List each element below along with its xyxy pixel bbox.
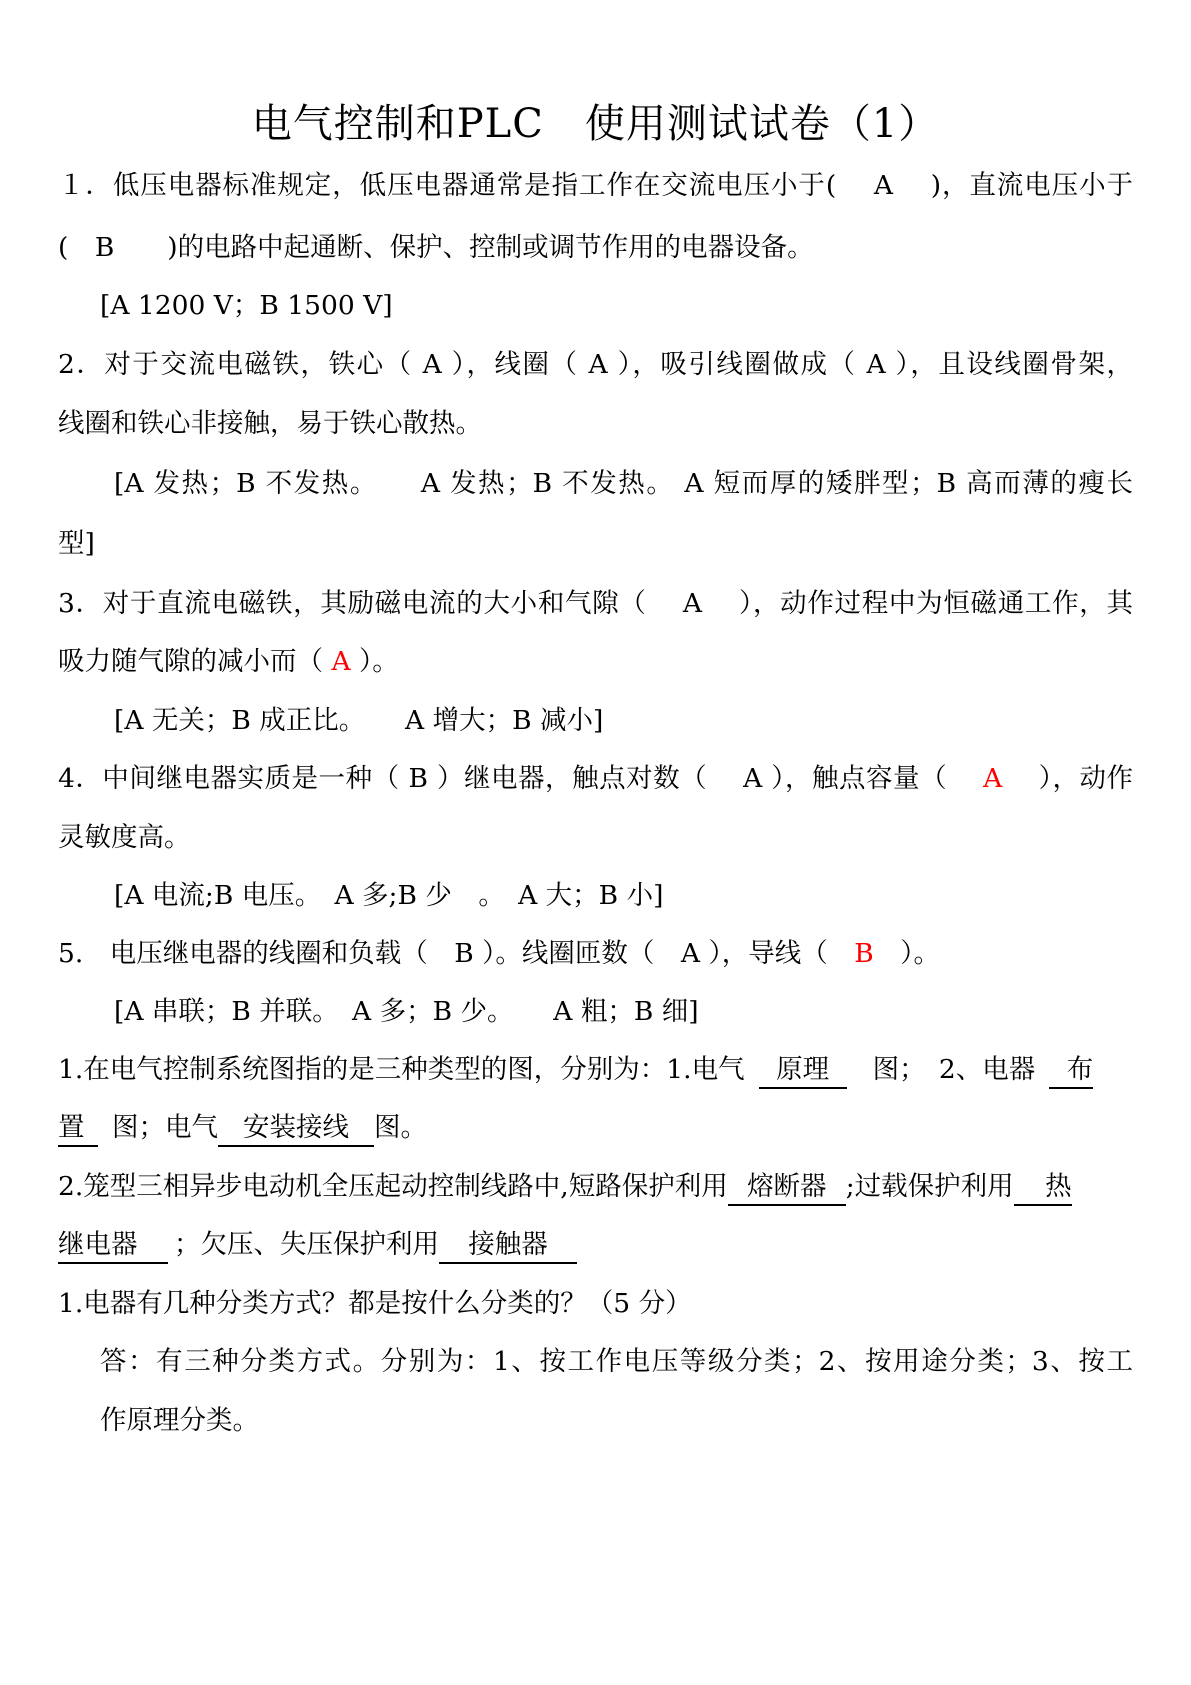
fill1-text-mid: 图； 2、电器: [872, 1054, 1036, 1085]
fill1-line1: [58, 1050, 1093, 1090]
fill1-blank-2a: 布: [1049, 1053, 1093, 1089]
q2-options-line1: [A 发热；B 不发热。 A 发热；B 不发热。 A 短而厚的矮胖型；B 高而薄的瘦长: [114, 468, 1133, 499]
q3-line2-end: ）。: [350, 646, 399, 677]
fill2-text-mid: ;过载保护利用: [845, 1171, 1014, 1202]
q5-line1-text: 5. 电压继电器的线圈和负载（ B ）。线圈匝数（ A ），导线（: [58, 938, 855, 969]
fill1-blank-3: 安装接线: [218, 1111, 374, 1147]
fill2-line2: [58, 1225, 577, 1265]
q3-answer-highlight: A: [331, 646, 351, 677]
q4-line2: 灵敏度高。: [58, 822, 191, 853]
q5-options: [A 串联；B 并联。 A 多；B 少。 A 粗；B 细]: [114, 996, 699, 1027]
fill1-text-2: 图；电气: [112, 1112, 218, 1143]
fill1-line2: [58, 1108, 427, 1148]
q3-options: [A 无关；B 成正比。 A 增大；B 减小]: [114, 705, 604, 736]
fill1-text: 1.在电气控制系统图指的是三种类型的图，分别为：1.电气: [58, 1054, 745, 1085]
short1-answer-line1: 答：有三种分类方式。分别为：1、按工作电压等级分类；2、按用途分类；3、按工: [100, 1346, 1133, 1377]
q3-line2: [58, 642, 399, 682]
fill2-line1: [58, 1167, 1072, 1207]
q2-options-line2: 型]: [58, 528, 95, 559]
page-title: 电气控制和PLC 使用测试试卷（1）: [251, 101, 940, 147]
q4-answer-highlight: A: [983, 763, 1003, 794]
short1-question: 1.电器有几种分类方式？都是按什么分类的？（5 分）: [58, 1288, 692, 1319]
q5-answer-highlight: B: [854, 938, 874, 969]
fill2-text-mid2: ；欠压、失压保护利用: [174, 1229, 439, 1260]
q1-options: [A 1200 V；B 1500 V]: [100, 290, 393, 321]
fill2-blank-1: 熔断器: [728, 1170, 846, 1206]
fill1-blank-2b: 置: [58, 1111, 98, 1147]
fill1-blank-1: 原理: [759, 1053, 847, 1089]
q1-line1: １．低压电器标准规定，低压电器通常是指工作在交流电压小于( A )，直流电压小于: [58, 170, 1133, 201]
q3-line2-text: 吸力随气隙的减小而（: [58, 646, 332, 677]
q4-line1-end: ），动作: [1002, 763, 1133, 794]
fill2-blank-2b: 继电器: [58, 1228, 168, 1264]
q4-line1: [58, 759, 1133, 799]
q5-line1-end: ）。: [873, 938, 940, 969]
fill2-blank-2a: 热: [1014, 1170, 1072, 1206]
q2-line2: 线圈和铁心非接触，易于铁心散热。: [58, 408, 482, 439]
fill1-text-end: 图。: [374, 1112, 427, 1143]
q4-line1-text: 4．中间继电器实质是一种（ B ）继电器，触点对数（ A ），触点容量（: [58, 763, 984, 794]
q5-line1: [58, 934, 940, 974]
q3-line1: 3．对于直流电磁铁，其励磁电流的大小和气隙（ A ），动作过程中为恒磁通工作，其: [58, 588, 1133, 619]
fill2-text: 2.笼型三相异步电动机全压起动控制线路中,短路保护利用: [58, 1171, 728, 1202]
short1-answer-line2: 作原理分类。: [100, 1405, 259, 1436]
q2-line1: 2．对于交流电磁铁，铁心（ A ），线圈（ A ），吸引线圈做成（ A ），且设线圈骨架，: [58, 349, 1133, 380]
q4-options: [A 电流;B 电压。 A 多;B 少 。 A 大；B 小]: [114, 880, 664, 911]
fill2-blank-3: 接触器: [439, 1228, 577, 1264]
q1-line2: ( B )的电路中起通断、保护、控制或调节作用的电器设备。: [58, 232, 814, 263]
